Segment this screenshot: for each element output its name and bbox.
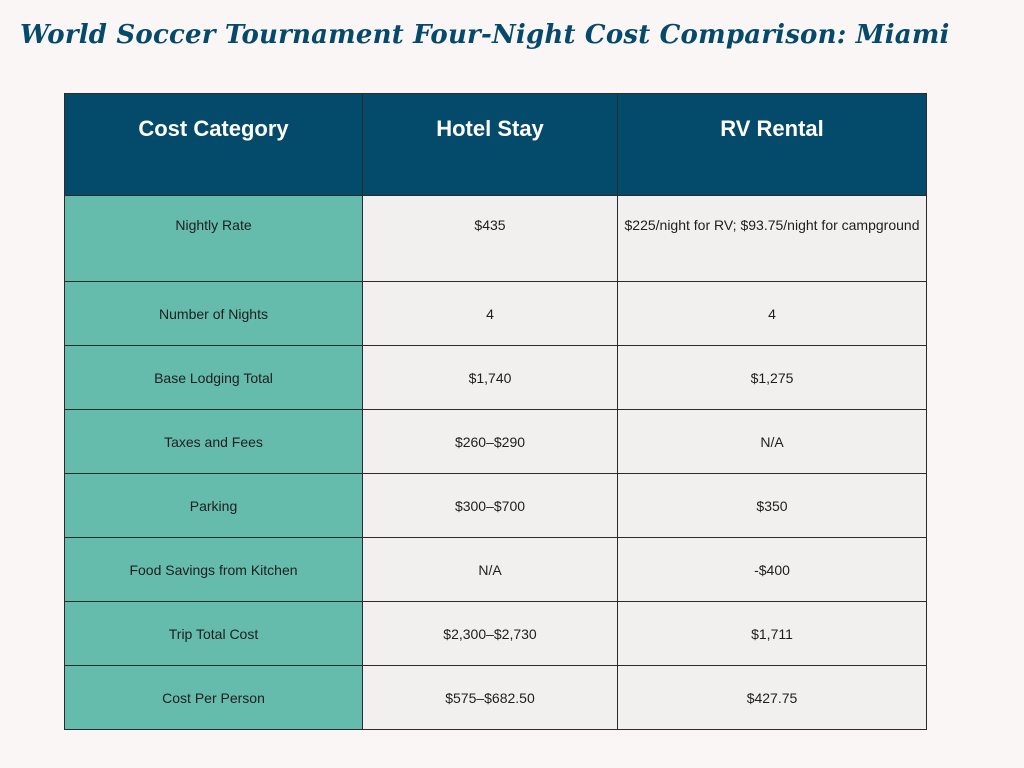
header-rv-rental: RV Rental xyxy=(618,94,927,196)
cost-comparison-table xyxy=(64,93,927,730)
cell-parking-hotel: $300–$700 xyxy=(363,474,618,538)
page-title: World Soccer Tournament Four-Night Cost Comparison: Miami xyxy=(20,20,950,50)
cell-number-of-nights-rv: 4 xyxy=(618,282,927,346)
cell-trip-total-hotel: $2,300–$2,730 xyxy=(363,602,618,666)
cell-trip-total-rv: $1,711 xyxy=(618,602,927,666)
cell-taxes-fees-rv: N/A xyxy=(618,410,927,474)
header-hotel-stay: Hotel Stay xyxy=(363,94,618,196)
cell-number-of-nights-label: Number of Nights xyxy=(65,282,363,346)
cell-parking-label: Parking xyxy=(65,474,363,538)
table-row xyxy=(65,602,927,666)
table-row xyxy=(65,196,927,282)
cell-nightly-rate-label: Nightly Rate xyxy=(65,196,363,282)
table-row xyxy=(65,538,927,602)
header-cost-category: Cost Category xyxy=(65,94,363,196)
cell-taxes-fees-label: Taxes and Fees xyxy=(65,410,363,474)
cell-trip-total-label: Trip Total Cost xyxy=(65,602,363,666)
table-row xyxy=(65,410,927,474)
table-header-row xyxy=(65,94,927,196)
cell-base-lodging-label: Base Lodging Total xyxy=(65,346,363,410)
table-row xyxy=(65,282,927,346)
cell-cost-per-person-rv: $427.75 xyxy=(618,666,927,730)
cell-cost-per-person-hotel: $575–$682.50 xyxy=(363,666,618,730)
table-row xyxy=(65,474,927,538)
cell-base-lodging-rv: $1,275 xyxy=(618,346,927,410)
table-row xyxy=(65,666,927,730)
cell-parking-rv: $350 xyxy=(618,474,927,538)
cell-nightly-rate-hotel: $435 xyxy=(363,196,618,282)
table-row xyxy=(65,346,927,410)
cell-food-savings-rv: -$400 xyxy=(618,538,927,602)
cell-base-lodging-hotel: $1,740 xyxy=(363,346,618,410)
cell-taxes-fees-hotel: $260–$290 xyxy=(363,410,618,474)
cell-nightly-rate-rv: $225/night for RV; $93.75/night for campground xyxy=(618,196,927,282)
cell-food-savings-hotel: N/A xyxy=(363,538,618,602)
cell-number-of-nights-hotel: 4 xyxy=(363,282,618,346)
cell-cost-per-person-label: Cost Per Person xyxy=(65,666,363,730)
cell-food-savings-label: Food Savings from Kitchen xyxy=(65,538,363,602)
